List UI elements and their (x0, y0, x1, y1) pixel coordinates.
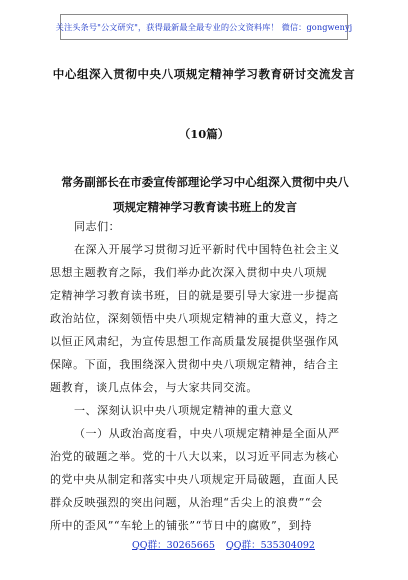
salutation: 同志们： (74, 220, 121, 233)
body-line: 所中的歪风”“车轮上的铺张”“节日中的腐败”，到持 (50, 519, 312, 532)
section-heading: 一、深刻认识中央八项规定精神的重大意义 (74, 404, 294, 417)
document-title: 中心组深入贯彻中央八项规定精神学习教育研讨交流发言 (52, 67, 356, 81)
body-line: 思想主题教育之际，我们举办此次深入贯彻中央八项规 (50, 266, 328, 279)
promo-banner-text[interactable]: 关注头条号"公文研究"，获得最新最全最专业的公文资料库！ 微信：gongwenyj (55, 21, 353, 32)
body-line: （一）从政治高度看，中央八项规定精神是全面从严 (74, 427, 340, 440)
speech-title-line-2: 项规定精神学习教育读书班上的发言 (113, 200, 297, 214)
speech-title (40, 170, 370, 220)
body-line: 题教育，谈几点体会，与大家共同交流。 (50, 381, 258, 394)
promo-banner (55, 14, 353, 40)
speech-title-line-1: 常务副部长在市委宣传部理论学习中心组深入贯彻中央八 (61, 175, 349, 189)
body-line: 在深入开展学习贯彻习近平新时代中国特色社会主义 (74, 243, 340, 256)
body-line: 群众反映强烈的突出问题，从治理“舌尖上的浪费”“会 (50, 496, 323, 509)
body-line: 保障。下面，我围绕深入贯彻中央八项规定精神，结合主 (50, 358, 339, 371)
body-line: 以恒正风肃纪，为宣传思想工作高质量发展提供坚强作风 (50, 335, 339, 348)
footer-qq-group-2[interactable]: QQ群：535304092 (226, 540, 315, 551)
footer-qq-group-1[interactable]: QQ群：30265665 (132, 540, 215, 551)
body-line: 政治站位，深刻领悟中央八项规定精神的重大意义，持之 (50, 312, 339, 325)
body-line: 的党中央从制定和落实中央八项规定开局破题，直面人民 (50, 473, 339, 486)
document-count: （10篇） (178, 127, 230, 141)
body-line: 治党的破题之举。党的十八大以来，以习近平同志为核心 (50, 450, 339, 463)
body-line: 定精神学习教育读书班，目的就是要引导大家进一步提高 (50, 289, 339, 302)
